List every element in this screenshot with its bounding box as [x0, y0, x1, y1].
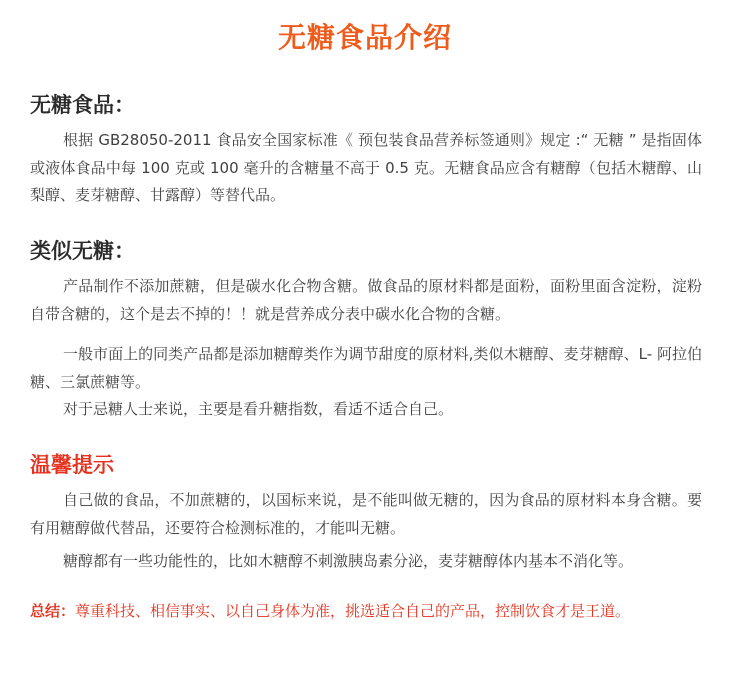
section-paragraph-functional: 糖醇都有一些功能性的，比如木糖醇不刺激胰岛素分泌，麦芽糖醇体内基本不消化等。 [63, 552, 634, 570]
summary-text: 尊重科技、相信事实、以自己身体为准，挑选适合自己的产品，控制饮食才是王道。 [75, 602, 631, 620]
section-heading-warm-tips: 温馨提示 [30, 453, 114, 477]
section-heading-sugar-free: 无糖食品： [30, 93, 135, 117]
section-paragraph-sugar-free-definition: 根据 GB28050-2011 食品安全国家标准《 预包装食品营养标签通则》规定 :“ 无糖 ” 是指固体或液体食品中每 100 克或 100 毫升的含糖量不高于 0.5 克。无糖食品应含有糖醇（包括木糖醇、山梨醇、麦芽糖醇、甘露醇）等替代品。 [30, 131, 702, 204]
section-paragraph-homemade: 自己做的食品，不加蔗糖的，以国标来说，是不能叫做无糖的，因为食品的原材料本身含糖。要有用糖醇做代替品，还要符合检测标准的，才能叫无糖。 [30, 491, 702, 537]
section-paragraph-glycemic-index: 对于忌糖人士来说，主要是看升糖指数，看适不适合自己。 [63, 400, 454, 418]
summary-label: 总结： [30, 602, 76, 620]
page-title: 无糖食品介绍 [277, 21, 452, 54]
section-paragraph-sugar-alcohols: 一般市面上的同类产品都是添加糖醇类作为调节甜度的原材料,类似木糖醇、麦芽糖醇、L- 阿拉伯糖、三氯蔗糖等。 [30, 345, 702, 391]
section-paragraph-no-sucrose: 产品制作不添加蔗糖，但是碳水化合物含糖。做食品的原材料都是面粉，面粉里面含淀粉，淀粉自带含糖的，这个是去不掉的！！就是营养成分表中碳水化合物的含糖。 [30, 277, 702, 323]
section-heading-similar-sugar-free: 类似无糖： [30, 239, 135, 263]
summary [30, 598, 710, 624]
